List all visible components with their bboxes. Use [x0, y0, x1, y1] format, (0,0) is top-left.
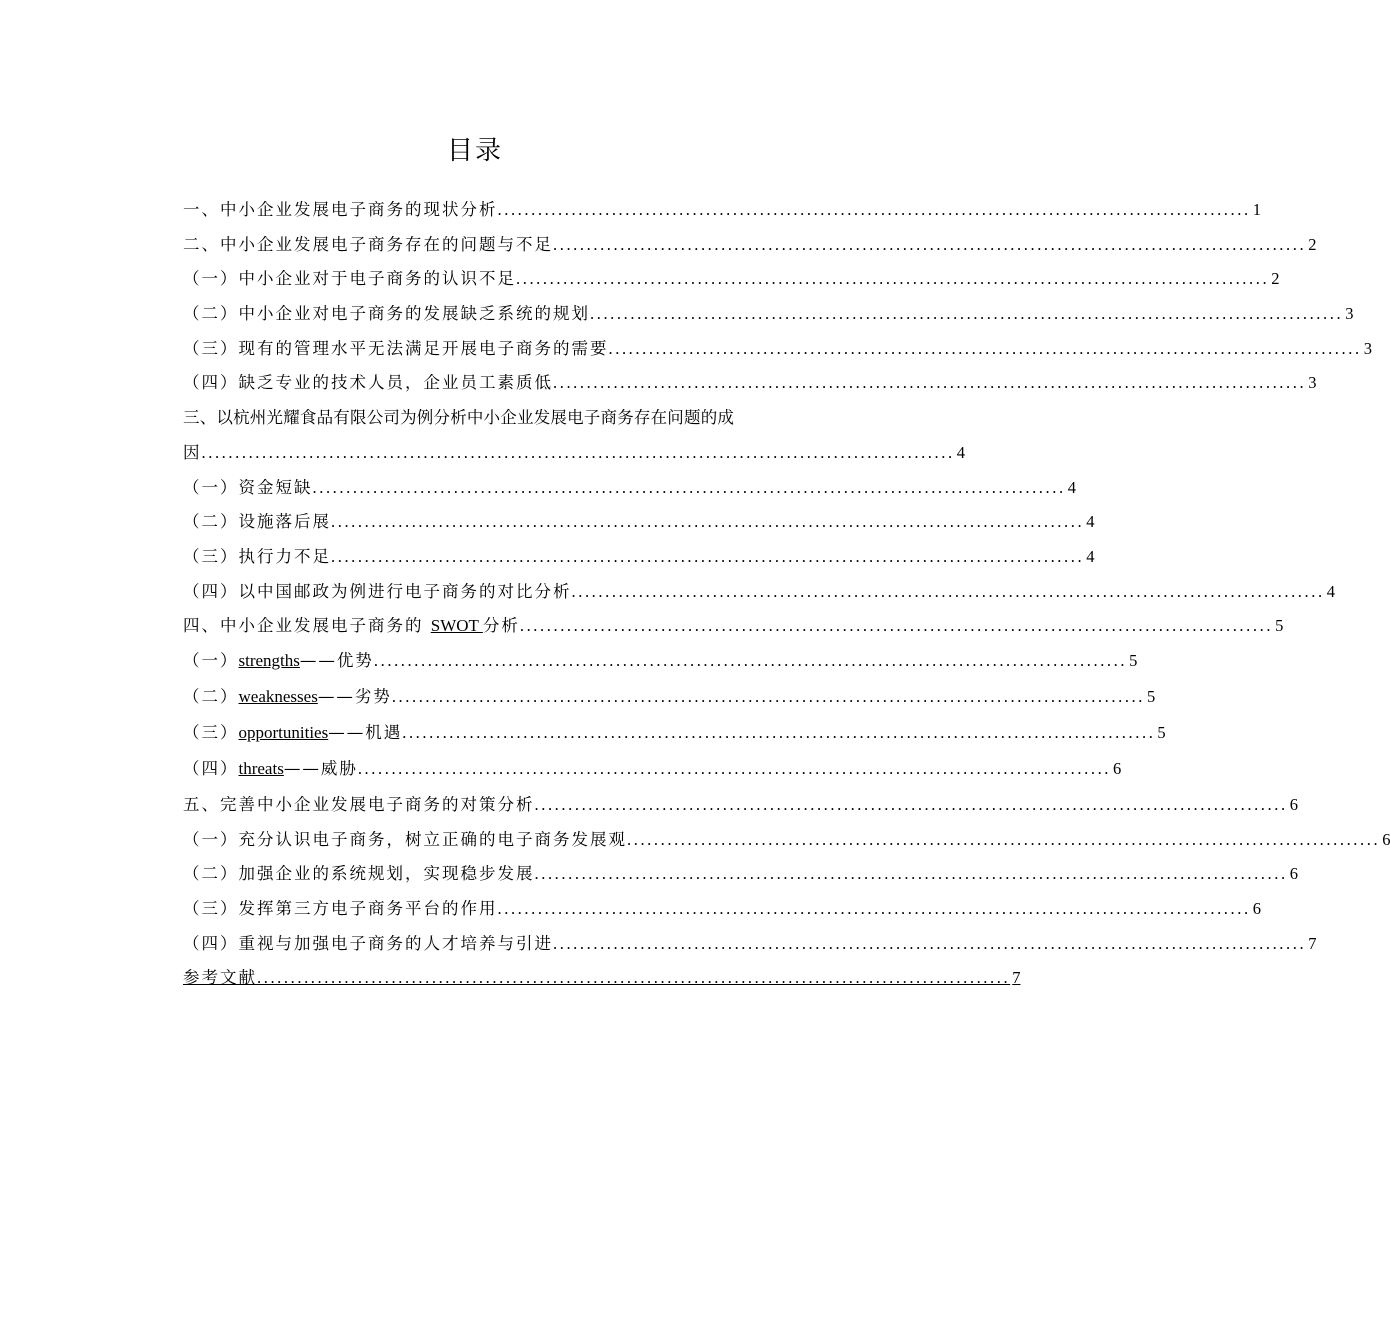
toc-entry[interactable] — [183, 860, 1298, 895]
toc-entry-label: （四）以中国邮政为例进行电子商务的对比分析 — [183, 581, 572, 601]
toc-page-number: 6 — [1289, 864, 1298, 884]
toc-entry[interactable] — [183, 543, 1095, 578]
toc-dot-leader: ................................................................................................................ — [402, 722, 1156, 742]
toc-page-number: 6 — [1382, 829, 1390, 849]
toc-entry[interactable] — [183, 755, 1122, 791]
toc-entry-label: 参考文献 — [183, 968, 257, 988]
toc-entry[interactable] — [183, 404, 806, 439]
toc-entry-label: （三）opportunities——机遇 — [183, 722, 403, 742]
toc-entry-label: （一）资金短缺 — [183, 477, 313, 497]
toc-entry-label: （二）设施落后展 — [183, 512, 331, 532]
toc-dot-leader: ................................................................................................................ — [373, 650, 1128, 670]
toc-page-number: 7 — [1012, 968, 1021, 988]
toc-dot-leader: ................................................................................................................ — [331, 546, 1085, 566]
toc-dot-leader: ................................................................................................................ — [571, 581, 1325, 601]
toc-entry-english-term: weaknesses — [238, 686, 318, 706]
toc-entry-label: （四）缺乏专业的技术人员，企业员工素质低 — [183, 373, 553, 393]
toc-dot-leader: ................................................................................................................ — [534, 794, 1288, 814]
toc-entry-label: 五、完善中小企业发展电子商务的对策分析 — [183, 794, 535, 814]
toc-entry[interactable] — [183, 300, 1354, 335]
toc-entry[interactable] — [183, 369, 1317, 404]
page-title: 目录 — [446, 136, 503, 166]
toc-entry[interactable] — [183, 439, 965, 474]
toc-entry-label: 四、中小企业发展电子商务的 SWOT 分析 — [183, 616, 520, 636]
toc-entry[interactable] — [183, 719, 1166, 755]
toc-page-number: 4 — [1086, 546, 1095, 566]
toc-entry-english-term: opportunities — [238, 722, 329, 742]
toc-entry-references[interactable] — [183, 964, 1021, 999]
toc-entry[interactable] — [183, 196, 1261, 231]
toc-page-number: 4 — [1067, 477, 1076, 497]
toc-entry[interactable] — [183, 612, 1284, 647]
toc-entry-label: （二）中小企业对电子商务的发展缺乏系统的规划 — [183, 304, 590, 324]
toc-page-number: 3 — [1308, 373, 1317, 393]
toc-page-number: 6 — [1289, 794, 1298, 814]
toc-dot-leader: ................................................................................................................ — [516, 269, 1270, 289]
toc-entry[interactable] — [183, 791, 1298, 826]
toc-entry-english-term: SWOT — [430, 616, 483, 636]
toc-dot-leader: ................................................................................................................ — [608, 338, 1362, 358]
toc-dot-leader: ................................................................................................................ — [553, 373, 1307, 393]
toc-entry-label: （一）中小企业对于电子商务的认识不足 — [183, 269, 516, 289]
toc-page-number: 2 — [1308, 234, 1317, 254]
toc-dot-leader: ................................................................................................................ — [257, 968, 1011, 988]
toc-entry-label: 因 — [183, 442, 202, 462]
toc-page-number: 4 — [956, 442, 965, 462]
toc-dot-leader: ................................................................................................................ — [201, 442, 955, 462]
toc-dot-leader: ................................................................................................................ — [534, 864, 1288, 884]
toc-page-number: 6 — [1252, 899, 1261, 918]
toc-entry[interactable] — [183, 683, 1156, 719]
toc-entry[interactable] — [183, 826, 1390, 861]
toc-entry[interactable] — [183, 474, 1076, 509]
toc-entry[interactable] — [183, 930, 1317, 965]
toc-page-number: 2 — [1271, 269, 1280, 289]
toc-entry-label: 三、以杭州光耀食品有限公司为例分析中小企业发展电子商务存在问题的成 — [183, 408, 735, 428]
toc-page-number: 3 — [1345, 304, 1354, 324]
toc-entry-label: （三）发挥第三方电子商务平台的作用 — [183, 899, 498, 918]
toc-dot-leader: ................................................................................................................ — [331, 512, 1085, 532]
toc-dot-leader: ................................................................................................................ — [519, 616, 1274, 636]
toc-page-number: 5 — [1129, 650, 1138, 670]
toc-page-number: 6 — [1113, 758, 1122, 778]
toc-entry-label: （四）threats——威胁 — [183, 758, 358, 778]
toc-dot-leader: ................................................................................................................ — [497, 899, 1251, 918]
toc-dot-leader: ................................................................................................................ — [553, 933, 1307, 953]
toc-page-number: 5 — [1157, 722, 1166, 742]
toc-page-number: 7 — [1308, 933, 1317, 953]
toc-page-number: 5 — [1147, 686, 1156, 706]
toc-entry-label: （一）strengths——优势 — [183, 650, 374, 670]
toc-page-number: 3 — [1363, 338, 1372, 358]
toc-entry[interactable] — [183, 647, 1138, 683]
toc-entry-label: （三）现有的管理水平无法满足开展电子商务的需要 — [183, 338, 609, 358]
toc-entry-label: 一、中小企业发展电子商务的现状分析 — [183, 200, 498, 219]
toc-page-number: 4 — [1086, 512, 1095, 532]
toc-entry[interactable] — [183, 508, 1095, 543]
toc-entry-label: （四）重视与加强电子商务的人才培养与引进 — [183, 933, 553, 953]
table-of-contents — [183, 196, 1390, 999]
toc-entry[interactable] — [183, 335, 1372, 370]
toc-entry-label: （二）weaknesses——劣势 — [183, 686, 392, 706]
toc-entry[interactable] — [183, 231, 1317, 266]
toc-entry-label: （二）加强企业的系统规划，实现稳步发展 — [183, 864, 535, 884]
toc-entry-label: （一）充分认识电子商务，树立正确的电子商务发展观 — [183, 829, 627, 849]
toc-entry-label: （三）执行力不足 — [183, 546, 331, 566]
toc-entry[interactable] — [183, 895, 1261, 930]
toc-dot-leader: ................................................................................................................ — [590, 304, 1344, 324]
toc-entry-label: 二、中小企业发展电子商务存在的问题与不足 — [183, 234, 553, 254]
toc-dot-leader: ................................................................................................................ — [627, 829, 1381, 849]
toc-entry-english-term: strengths — [238, 650, 300, 670]
toc-entry-english-term: threats — [238, 758, 284, 778]
toc-page-number: 4 — [1326, 581, 1335, 601]
toc-dot-leader: ................................................................................................................ — [391, 686, 1146, 706]
toc-dot-leader: ................................................................................................................ — [497, 200, 1251, 219]
toc-entry[interactable] — [183, 265, 1280, 300]
toc-dot-leader: ................................................................................................................ — [357, 758, 1112, 778]
toc-page-number: 1 — [1252, 200, 1261, 219]
toc-entry[interactable] — [183, 578, 1335, 613]
toc-dot-leader: ................................................................................................................ — [312, 477, 1066, 497]
toc-page-number: 5 — [1275, 616, 1284, 636]
toc-dot-leader: ................................................................................................................ — [553, 234, 1307, 254]
